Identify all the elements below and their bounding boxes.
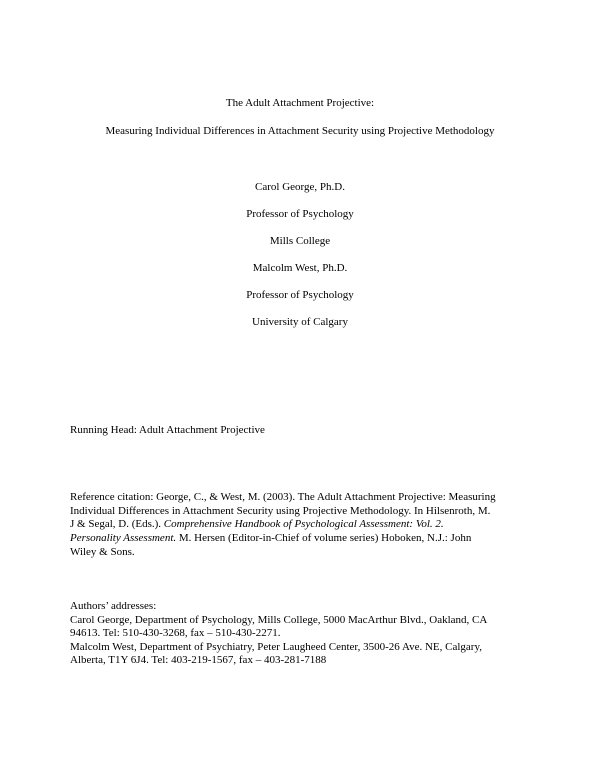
reference-book-title: Comprehensive Handbook of Psychological Assessment: Vol. 2. <box>163 518 444 530</box>
author-1-institution: Mills College <box>269 235 331 247</box>
reference-volume-title: Personality Assessment. <box>70 532 177 544</box>
address-line-3: Malcolm West, Department of Psychiatry, Peter Laugheed Center, 3500-26 Ave. NE, Calgary, <box>70 641 482 653</box>
reference-line-4 <box>70 531 540 545</box>
author-2-name: Malcolm West, Ph.D. <box>252 262 348 274</box>
address-line-2: 94613. Tel: 510-430-3268, fax – 510-430-2271. <box>70 627 281 639</box>
address-line-1: Carol George, Department of Psychology, Mills College, 5000 MacArthur Blvd., Oakland, CA <box>70 614 488 626</box>
title-line-2: Measuring Individual Differences in Attachment Security using Projective Methodology <box>105 125 495 137</box>
reference-publisher: M. Hersen (Editor-in-Chief of volume series) Hoboken, N.J.: John <box>176 532 472 544</box>
addresses-heading: Authors’ addresses: <box>70 600 157 612</box>
author-2-position: Professor of Psychology <box>246 289 354 301</box>
author-2-institution: University of Calgary <box>252 316 348 328</box>
author-1-position: Professor of Psychology <box>246 208 354 220</box>
title-line-1: The Adult Attachment Projective: <box>225 97 375 109</box>
reference-editors: J & Segal, D. (Eds.). <box>70 518 164 530</box>
running-head: Running Head: Adult Attachment Projective <box>70 424 265 436</box>
reference-line-1: Reference citation: George, C., & West, M. (2003). The Adult Attachment Projective: Measuring <box>70 491 496 503</box>
address-line-4: Alberta, T1Y 6J4. Tel: 403-219-1567, fax – 403-281-7188 <box>70 654 327 666</box>
reference-line-5: Wiley & Sons. <box>70 546 135 558</box>
reference-line-2: Individual Differences in Attachment Security using Projective Methodology. In Hilsenroth, M. <box>70 505 491 517</box>
reference-line-3 <box>70 517 540 531</box>
author-1-name: Carol George, Ph.D. <box>255 181 345 193</box>
